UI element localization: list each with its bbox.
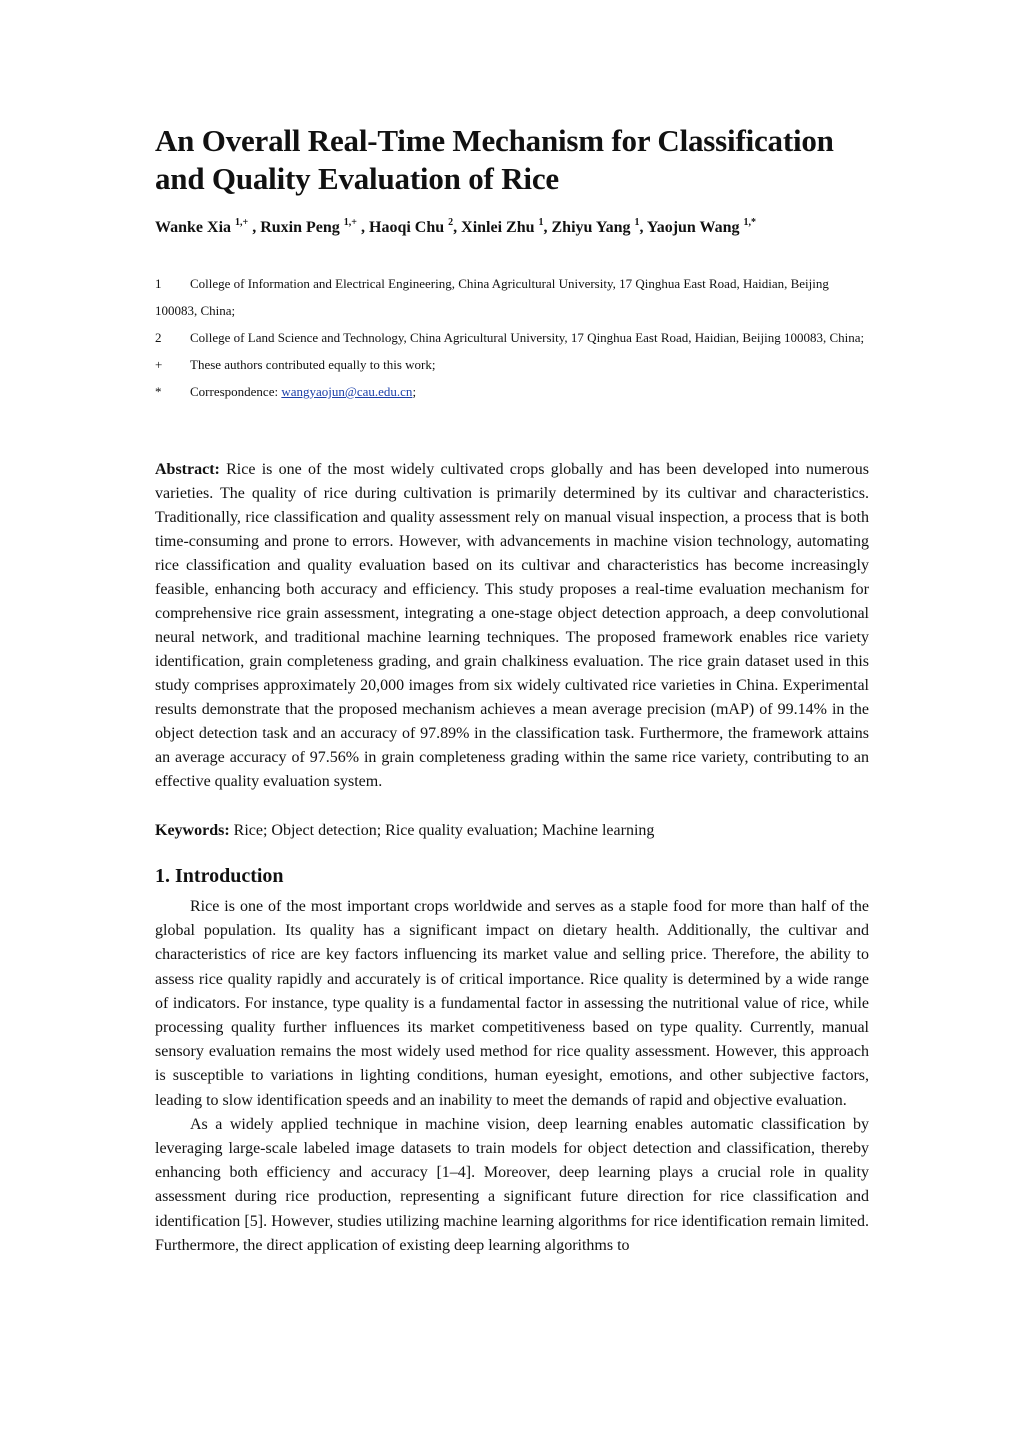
author-name: Wanke Xia — [155, 219, 232, 236]
body-paragraph: As a widely applied technique in machine vision, deep learning enables automatic classification by leveraging large-scale labeled image datasets to train models for object detection and classification, thereby enhancing both efficiency and accuracy [1–4]. Moreover, deep learning plays a crucial role in quality assessment during rice production, representing a significant future direction for rice classification and identification [5]. However, studies utilizing machine learning algorithms for rice identification remain limited. Furthermore, the direct application of existing deep learning algorithms to — [155, 1115, 869, 1254]
abstract-text: Rice is one of the most widely cultivated crops globally and has been developed into numerous varieties. The quality of rice during cultivation is primarily determined by its cultivar and characteristics. Traditionally, rice classification and quality assessment rely on manual visual inspection, a process that is both time-consuming and prone to errors. However, with advancements in machine vision technology, automating rice classification and quality evaluation based on its cultivar and characteristics has become increasingly feasible, enhancing both accuracy and efficiency. This study proposes a real-time evaluation mechanism for comprehensive rice grain assessment, integrating a one-stage object detection approach, a deep convolutional neural network, and traditional machine learning techniques. The proposed framework enables rice variety identification, grain completeness grading, and grain chalkiness evaluation. The rice grain dataset used in this study comprises approximately 20,000 images from six widely cultivated rice varieties in China. Experimental results demonstrate that the proposed mechanism achieves a mean average precision (mAP) of 99.14% in the object detection task and an accuracy of 97.89% in the classification task. Furthermore, the framework attains an average accuracy of 97.56% in grain completeness grading within the same rice variety, contributing to an effective quality evaluation system. — [155, 461, 869, 790]
correspondence-suffix: ; — [412, 384, 417, 399]
affiliation-item — [155, 351, 869, 378]
author-separator: , — [543, 219, 552, 236]
correspondence-item — [155, 378, 869, 405]
author-separator: , — [639, 219, 647, 236]
author-affiliation-mark: 1,* — [743, 217, 757, 228]
abstract — [155, 458, 869, 794]
author-name: Xinlei Zhu — [461, 219, 535, 236]
keywords-text: Rice; Object detection; Rice quality evaluation; Machine learning — [229, 822, 655, 839]
correspondence-email-link[interactable]: wangyaojun@cau.edu.cn — [281, 384, 413, 399]
affiliation-text: College of Land Science and Technology, China Agricultural University, 17 Qinghua East Road, Haidian, Beijing 100083, China; — [190, 330, 865, 345]
affiliation-list — [155, 270, 869, 405]
affiliation-text: These authors contributed equally to this work; — [190, 357, 436, 372]
author-name: Zhiyu Yang — [551, 219, 631, 236]
affiliation-mark: 1 — [155, 276, 162, 291]
correspondence-mark: * — [155, 384, 162, 399]
author-list — [155, 217, 869, 239]
keywords — [155, 819, 869, 843]
affiliation-mark: 2 — [155, 330, 162, 345]
author-affiliation-mark: 1 — [538, 217, 544, 228]
affiliation-mark: + — [155, 357, 163, 372]
affiliation-item — [155, 324, 869, 351]
affiliation-text: College of Information and Electrical Engineering, China Agricultural University, 17 Qinghua East Road, Haidian, Beijing 100083, China; — [155, 276, 829, 318]
keywords-label: Keywords: — [155, 822, 230, 839]
section-heading-introduction: 1. Introduction — [155, 865, 284, 887]
author-affiliation-mark: 1,+ — [235, 217, 249, 228]
author-separator: , — [453, 219, 462, 236]
author-affiliation-mark: 1,+ — [343, 217, 357, 228]
author-affiliation-mark: 2 — [448, 217, 454, 228]
author-name: Ruxin Peng — [260, 219, 340, 236]
body-paragraph: Rice is one of the most important crops worldwide and serves as a staple food for more than half of the global population. Its quality has a significant impact on dietary health. Additionally, the cultivar and characteristics of rice are key factors influencing its market value and selling price. Therefore, the ability to assess rice quality rapidly and accurately is of critical importance. Rice quality is determined by a wide range of indicators. For instance, type quality is a fundamental factor in assessing the nutritional value of rice, while processing quality further influences its market competitiveness based on type quality. Currently, manual sensory evaluation remains the most widely used method for rice quality assessment. However, this approach is susceptible to variations in lighting conditions, human eyesight, emotions, and other subjective factors, leading to slow identification speeds and an inability to meet the demands of rapid and objective evaluation. — [155, 898, 869, 1109]
author-affiliation-mark: 1 — [634, 217, 640, 228]
author-separator: , — [357, 219, 369, 236]
author-name: Yaojun Wang — [646, 219, 740, 236]
abstract-label: Abstract: — [155, 461, 220, 478]
introduction-body — [155, 895, 869, 1258]
correspondence-label: Correspondence: — [190, 384, 282, 399]
affiliation-item — [155, 270, 869, 324]
author-name: Haoqi Chu — [369, 219, 445, 236]
paper-title: An Overall Real-Time Mechanism for Classification and Quality Evaluation of Rice — [155, 123, 834, 196]
author-separator: , — [248, 219, 261, 236]
